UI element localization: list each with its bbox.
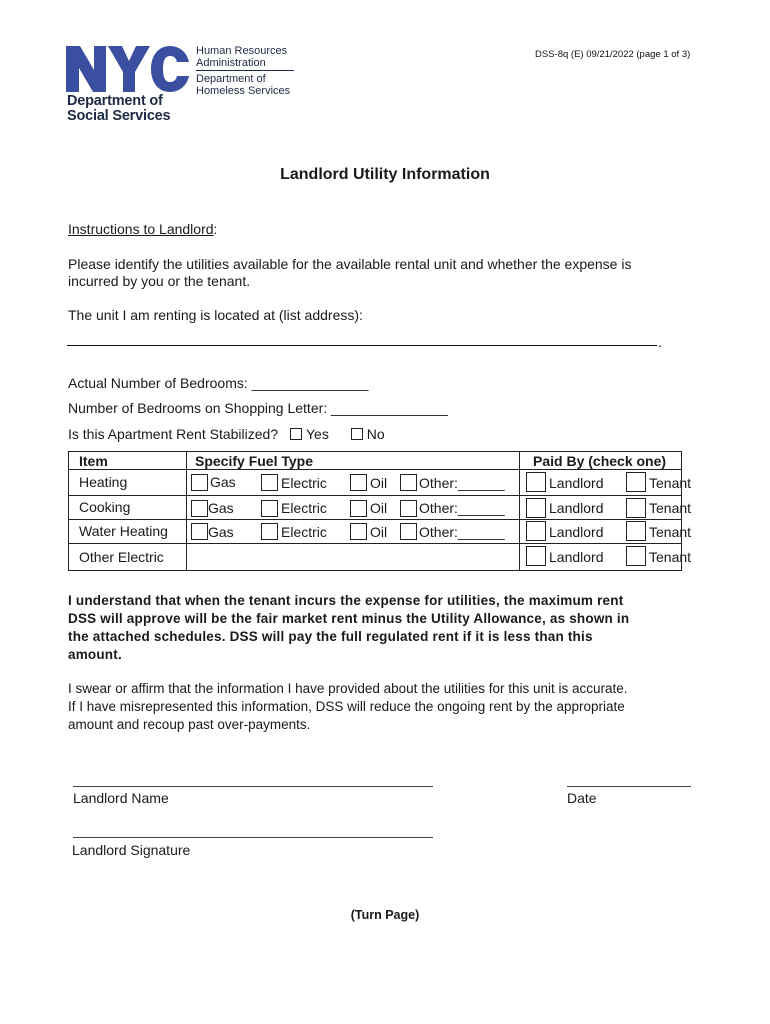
water-heating-gas-label: Gas [208, 524, 234, 540]
cooking-oil-label: Oil [370, 500, 388, 516]
water-heating-oil-checkbox[interactable] [350, 523, 367, 540]
heating-tenant-checkbox[interactable] [626, 472, 646, 492]
water-heating-tenant-label: Tenant [649, 524, 692, 540]
instructions-heading: Instructions to Landlord: [68, 221, 218, 237]
water-heating-landlord-label: Landlord [549, 524, 604, 540]
nyc-logo [66, 46, 190, 92]
col-header-item: Item [79, 453, 108, 469]
landlord-name-field[interactable] [73, 786, 433, 787]
date-label: Date [567, 790, 597, 806]
rent-stabilized-label: Is this Apartment Rent Stabilized? [68, 426, 279, 442]
affirmation-text: I swear or affirm that the information I have provided about the utilities for this unit is accurate. If I have misrepresented this information, DSS will reduce the ongoing rent by the appropriate amount and recoup past over-payments. [68, 681, 628, 732]
utility-allowance-notice: I understand that when the tenant incurs the expense for utilities, the maximum rent DSS will approve will be the fair market rent minus the Utility Allowance, as shown in the attached schedules. DSS will pay the full regulated rent if it is less than this amount. [68, 593, 630, 662]
rent-stabilized-row [68, 426, 385, 443]
other-electric-landlord-label: Landlord [549, 549, 604, 565]
heating-electric-label: Electric [281, 475, 327, 491]
dhs-agency-name: Department of Homeless Services [196, 73, 291, 97]
heating-landlord-label: Landlord [549, 475, 604, 491]
other-electric-tenant-checkbox[interactable] [626, 546, 646, 566]
col-header-paid: Paid By (check one) [533, 453, 667, 469]
cooking-tenant-checkbox[interactable] [626, 498, 646, 518]
cooking-oil-checkbox[interactable] [350, 500, 367, 517]
page-title: Landlord Utility Information [280, 166, 490, 183]
heating-gas-label: Gas [210, 474, 236, 490]
yes-checkbox[interactable]: Yes [290, 426, 329, 442]
water-heating-landlord-checkbox[interactable] [526, 521, 546, 541]
hra-agency-name: Human Resources Administration [196, 45, 288, 69]
cooking-landlord-label: Landlord [549, 500, 604, 516]
water-heating-electric-checkbox[interactable] [261, 523, 278, 540]
heating-tenant-label: Tenant [649, 475, 692, 491]
form-code: DSS-8q (E) 09/21/2022 (page 1 of 3) [535, 49, 691, 60]
heating-electric-checkbox[interactable] [261, 474, 278, 491]
landlord-name-label: Landlord Name [73, 790, 169, 806]
instructions-paragraph: Please identify the utilities available for the available rental unit and whether the expense is incurred by you or the tenant. [68, 256, 632, 289]
water-heating-gas-checkbox[interactable] [191, 523, 208, 540]
other-electric-landlord-checkbox[interactable] [526, 546, 546, 566]
address-period: . [658, 334, 662, 350]
row-item-cooking: Cooking [79, 499, 131, 515]
row-item-other-electric: Other Electric [79, 549, 164, 565]
dss-agency-name: Department of Social Services [67, 93, 171, 124]
cooking-tenant-label: Tenant [649, 500, 692, 516]
cooking-gas-checkbox[interactable] [191, 500, 208, 517]
heating-oil-checkbox[interactable] [350, 474, 367, 491]
cooking-landlord-checkbox[interactable] [526, 498, 546, 518]
other-electric-tenant-label: Tenant [649, 549, 692, 565]
cooking-other-checkbox[interactable] [400, 500, 417, 517]
date-field[interactable] [567, 786, 691, 787]
heating-other-field[interactable]: Other:______ [419, 475, 505, 491]
turn-page-note: (Turn Page) [350, 908, 420, 922]
water-heating-electric-label: Electric [281, 524, 327, 540]
water-heating-other-field[interactable]: Other:______ [419, 524, 505, 540]
row-item-heating: Heating [79, 474, 128, 490]
utility-table [68, 451, 692, 571]
no-checkbox[interactable]: No [351, 426, 385, 442]
heating-oil-label: Oil [370, 475, 388, 491]
landlord-signature-field[interactable] [73, 837, 433, 838]
cooking-gas-label: Gas [208, 500, 234, 516]
water-heating-oil-label: Oil [370, 524, 388, 540]
water-heating-other-checkbox[interactable] [400, 523, 417, 540]
heating-landlord-checkbox[interactable] [526, 472, 546, 492]
address-label: The unit I am renting is located at (list address): [68, 307, 363, 323]
address-field[interactable] [67, 345, 657, 346]
bedrooms-letter-field[interactable]: Number of Bedrooms on Shopping Letter: _______________ [68, 400, 448, 416]
logo-divider [196, 70, 294, 71]
cooking-electric-checkbox[interactable] [261, 500, 278, 517]
cooking-electric-label: Electric [281, 500, 327, 516]
water-heating-tenant-checkbox[interactable] [626, 521, 646, 541]
heating-gas-checkbox[interactable] [191, 474, 208, 491]
col-header-fuel: Specify Fuel Type [195, 453, 313, 469]
cooking-other-field[interactable]: Other:______ [419, 500, 505, 516]
landlord-signature-label: Landlord Signature [72, 842, 191, 858]
row-item-water-heating: Water Heating [79, 523, 168, 539]
bedrooms-actual-field[interactable]: Actual Number of Bedrooms: _______________ [68, 375, 369, 391]
heating-other-checkbox[interactable] [400, 474, 417, 491]
